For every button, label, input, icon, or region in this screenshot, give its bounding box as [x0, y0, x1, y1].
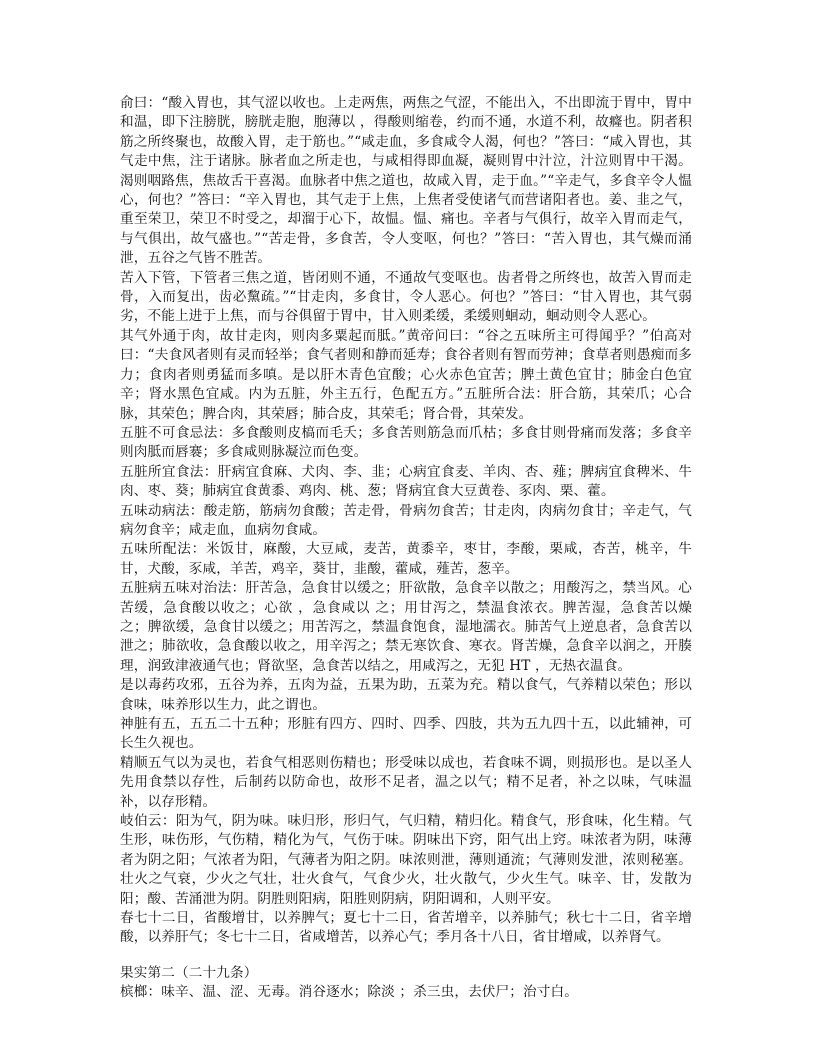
paragraph-13: 春七十二日，省酸增甘，以养脾气；夏七十二日，省苦增辛，以养肺气；秋七十二日，省辛增酸，以养肝气；冬七十二日，省咸增苦，以养心气；季月各十八日，省甘增咸，以养肾气。	[120, 910, 692, 946]
paragraph-1: 俞曰：“酸入胃也，其气涩以收也。上走两焦，两焦之气涩，不能出入，不出即流于胃中，胃中和温，即下注膀胱，膀胱走胞，胞薄以 ，得酸则缩卷，约而不通，水道不利，故癃也。阴者积筋之所终聚也，故酸入胃，走于筋也。”“咸走血，多食咸令人渴，何也？”答曰：“咸入胃也，其气走中焦，注于诸脉。脉者血之所走也，与咸相得即血凝，凝则胃中汁泣，汁泣则胃中干渴。渴则咽路焦，焦故舌干喜渴。血脉者中焦之道也，故咸入胃，走于血。”“辛走气，多食辛令人愠心，何也？”答曰：“辛入胃也，其气走于上焦，上焦者受使诸气而营诸阳者也。姜、韭之气，重至荣卫，荣卫不时受之，却溜于心下，故愠。愠、痛也。辛者与气俱行，故辛入胃而走气，与气俱出，故气盛也。”“苦走骨，多食苦，令人变呕，何也？”答曰：“苦入胃也，其气燥而涌泄，五谷之气皆不胜苦。	[120, 95, 692, 267]
paragraph-12: 岐伯云：阳为气，阴为味。味归形，形归气，气归精，精归化。精食气，形食味，化生精。气生形，味伤形，气伤精，精化为气，气伤于味。阴味出下窍，阳气出上窍。味浓者为阴，味薄者为阴之阳；气浓者为阳，气薄者为阳之阴。味浓则泄，薄则通流；气薄则发泄，浓则秘塞。壮火之气衰，少火之气壮，壮火食气，气食少火，壮火散气，少火生气。味辛、甘，发散为阳；酸、苦涌泄为阴。阴胜则阳病，阳胜则阴病，阴阳调和，人则平安。	[120, 813, 692, 907]
paragraph-5: 五脏所宜食法：肝病宜食麻、犬肉、李、韭；心病宜食麦、羊肉、杏、薤；脾病宜食稗米、牛肉、枣、葵；肺病宜食黄黍、鸡肉、桃、葱；肾病宜食大豆黄卷、豕肉、栗、藿。	[120, 463, 692, 500]
document-page	[120, 94, 692, 1003]
paragraph-2: 苦入下管，下管者三焦之道，皆闭则不通，不通故气变呕也。齿者骨之所终也，故苦入胃而走骨，入而复出，齿必黧疏。”“甘走肉，多食甘，令人恶心。何也？”答曰：“甘入胃也，其气弱劣，不能上进于上焦，而与谷俱留于胃中，甘入则柔缓，柔缓则蛔动，蛔动则令人恶心。	[120, 269, 692, 325]
paragraph-4: 五脏不可食忌法：多食酸则皮槁而毛夭；多食苦则筋急而爪枯；多食甘则骨痛而发落；多食辛则肉胝而唇褰；多食咸则脉凝泣而色变。	[120, 424, 692, 461]
entry-binglang: 槟榔：味辛、温、涩、无毒。消谷逐水；除淡 ；杀三虫，去伏尸；治寸白。	[120, 984, 579, 1001]
paragraph-7: 五味所配法：米饭甘，麻酸，大豆咸，麦苦，黄黍辛，枣甘，李酸，栗咸，杏苦，桃辛，牛甘，犬酸，豕咸，羊苦，鸡辛，葵甘，韭酸，藿咸，薤苦，葱辛。	[120, 541, 692, 577]
paragraph-6: 五味动病法：酸走筋，筋病勿食酸；苦走骨，骨病勿食苦；甘走肉，肉病勿食甘；辛走气，气病勿食辛；咸走血，血病勿食咸。	[120, 502, 692, 538]
paragraph-10: 神脏有五，五五二十五种；形脏有四方、四时、四季、四肢，共为五九四十五，以此辅神，可长生久视也。	[120, 716, 692, 752]
paragraph-11: 精顺五气以为灵也，若食气相恶则伤精也；形受味以成也，若食味不调，则损形也。是以圣人先用食禁以存性，后制药以防命也，故形不足者，温之以气；精不足者，补之以味，气味温补，以存形精。	[120, 754, 692, 810]
paragraph-9: 是以毒药攻邪，五谷为养，五肉为益，五果为助，五菜为充。精以食气，气养精以荣色；形以食味，味养形以生力，此之谓也。	[120, 677, 692, 713]
paragraph-8: 五脏病五味对治法：肝苦急，急食甘以缓之；肝欲散，急食辛以散之；用酸泻之，禁当风。心苦缓，急食酸以收之；心欲 ，急食咸以 之；用甘泻之，禁温食浓衣。脾苦湿，急食苦以燥之；脾欲缓，急食甘以缓之；用苦泻之，禁温食饱食，湿地濡衣。肺苦气上逆息者，急食苦以泄之；肺欲收，急食酸以收之，用辛泻之；禁无寒饮食、寒衣。肾苦燥，急食辛以润之，开腠理，润致津液通气也；肾欲坚，急食苦以结之，用咸泻之，无犯 HT ，无热衣温食。	[120, 580, 692, 674]
paragraph-3: 其气外通于肉，故甘走肉，则肉多粟起而胝。”黄帝问曰：“谷之五味所主可得闻乎？”伯高对曰：“夫食风者则有灵而轻举；食气者则和静而延寿；食谷者则有智而劳神；食草者则愚痴而多力；食肉者则勇猛而多嗔。是以肝木青色宜酸；心火赤色宜苦；脾土黄色宜甘；肺金白色宜辛；肾水黑色宜咸。内为五脏，外主五行，色配五方。”五脏所合法：肝合筋，其荣爪；心合脉，其荣色；脾合肉，其荣唇；肺合皮，其荣毛；肾合骨，其荣发。	[120, 327, 692, 422]
section-heading: 果实第二（二十九条）	[120, 964, 258, 981]
